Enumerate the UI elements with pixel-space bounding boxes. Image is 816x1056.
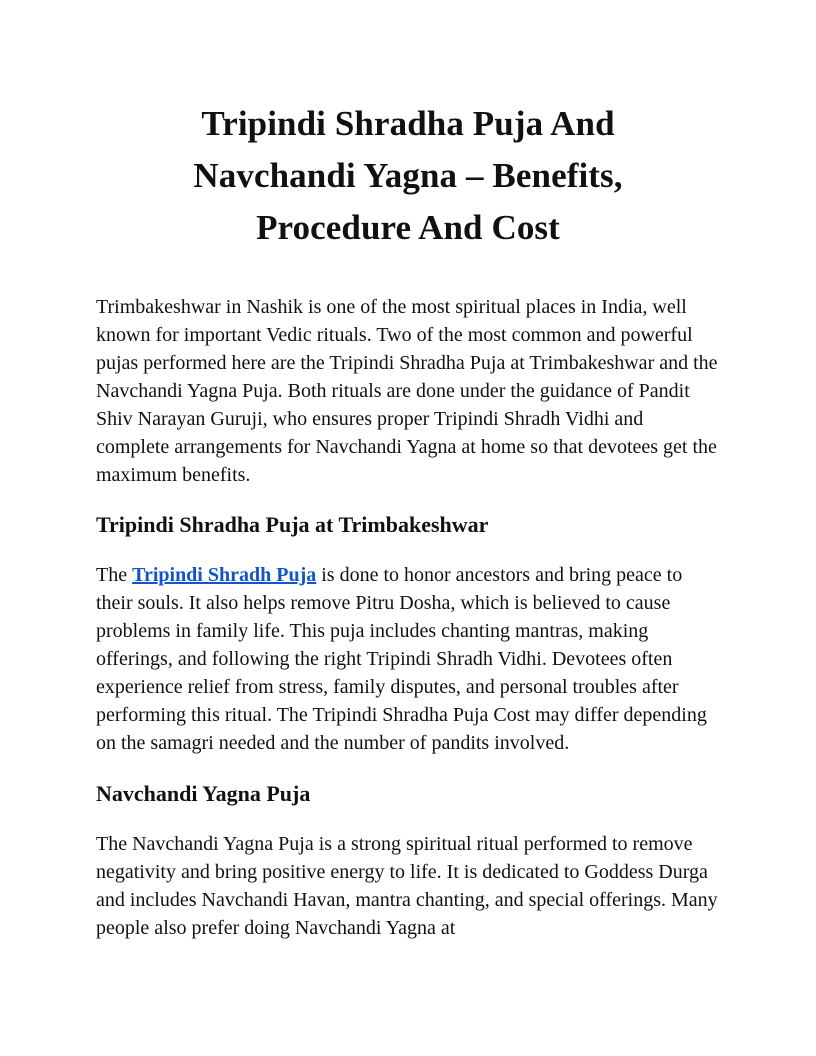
section-heading-navchandi: Navchandi Yagna Puja [96, 781, 311, 806]
tripindi-paragraph [96, 561, 720, 757]
intro-paragraph: Trimbakeshwar in Nashik is one of the most spiritual places in India, well known for important Vedic rituals. Two of the most common and powerful pujas performed here are the Tripindi Shradha Puja at Trimbakeshwar and the Navchandi Yagna Puja. Both rituals are done under the guidance of Pandit Shiv Narayan Guruji, who ensures proper Tripindi Shradh Vidhi and complete arrangements for Navchandi Yagna at home so that devotees get the maximum benefits. [96, 296, 718, 486]
tripindi-paragraph-lead: The [96, 564, 133, 586]
document-page [96, 96, 720, 942]
tripindi-shradh-puja-link[interactable]: Tripindi Shradh Puja [132, 564, 317, 586]
navchandi-paragraph: The Navchandi Yagna Puja is a strong spiritual ritual performed to remove negativity and bring positive energy to life. It is dedicated to Goddess Durga and includes Navchandi Havan, mantra chanting, and special offerings. Many people also prefer doing Navchandi Yagna at [96, 833, 718, 939]
document-title: Tripindi Shradha Puja And Navchandi Yagna – Benefits, Procedure And Cost [193, 104, 623, 247]
tripindi-paragraph-body: is done to honor ancestors and bring peace to their souls. It also helps remove Pitru Dosha, which is believed to cause problems in family life. This puja includes chanting mantras, making offerings, and following the right Tripindi Shradh Vidhi. Devotees often experience relief from stress, family disputes, and personal troubles after performing this ritual. The Tripindi Shradha Puja Cost may differ depending on the samagri needed and the number of pandits involved. [96, 564, 707, 754]
section-heading-tripindi: Tripindi Shradha Puja at Trimbakeshwar [96, 512, 489, 537]
